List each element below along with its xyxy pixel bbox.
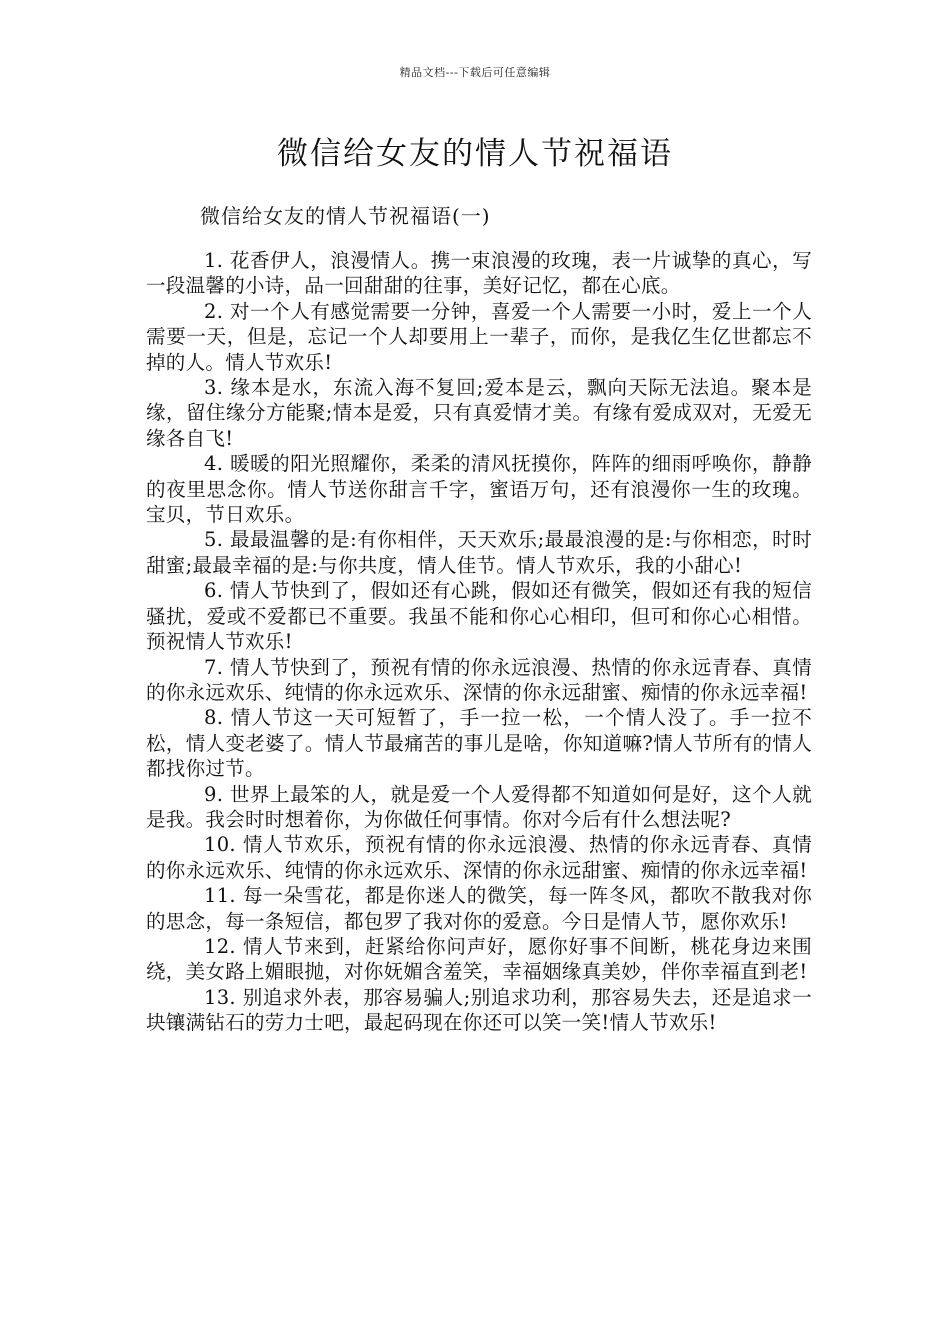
paragraph-8: 8. 情人节这一天可短暂了，手一拉一松，一个情人没了。手一拉不松，情人变老婆了。情人节最痛苦的事儿是啥，你知道嘛?情人节所有的情人都找你过节。 — [146, 706, 812, 781]
paragraph-7: 7. 情人节快到了，预祝有情的你永远浪漫、热情的你永远青春、真情的你永远欢乐、纯情的你永远欢乐、深情的你永远甜蜜、痴情的你永远幸福! — [146, 655, 812, 704]
page-header: 精品文档---下载后可任意编辑 — [399, 66, 551, 79]
paragraph-10: 10. 情人节欢乐，预祝有情的你永远浪漫、热情的你永远青春、真情的你永远欢乐、纯情的你永远欢乐、深情的你永远甜蜜、痴情的你永远幸福! — [146, 833, 812, 882]
paragraph-12: 12. 情人节来到，赶紧给你问声好，愿你好事不间断，桃花身边来围绕，美女路上媚眼抛，对你妩媚含羞笑，幸福姻缘真美妙，伴你幸福直到老! — [146, 934, 812, 984]
paragraph-2: 2. 对一个人有感觉需要一分钟，喜爱一个人需要一小时，爱上一个人需要一天，但是，忘记一个人却要用上一辈子，而你，是我亿生亿世都忘不掉的人。情人节欢乐! — [146, 299, 812, 374]
document-body — [146, 248, 812, 1036]
paragraph-5: 5. 最最温馨的是:有你相伴，天天欢乐;最最浪漫的是:与你相恋，时时甜蜜;最最幸福的是:与你共度，情人佳节。情人节欢乐，我的小甜心! — [146, 528, 812, 577]
document-title: 微信给女友的情人节祝福语 — [277, 136, 673, 172]
paragraph-1: 1. 花香伊人，浪漫情人。携一束浪漫的玫瑰，表一片诚挚的真心，写一段温馨的小诗，品一回甜甜的往事，美好记忆，都在心底。 — [146, 249, 812, 298]
paragraph-3: 3. 缘本是水，东流入海不复回;爱本是云，飘向天际无法追。聚本是缘，留住缘分方能聚;情本是爱，只有真爱情才美。有缘有爱成双对，无爱无缘各自飞! — [146, 376, 812, 450]
paragraph-13: 13. 别追求外表，那容易骗人;别追求功利，那容易失去，还是追求一块镶满钻石的劳力士吧，最起码现在你还可以笑一笑!情人节欢乐! — [146, 985, 812, 1035]
paragraph-6: 6. 情人节快到了，假如还有心跳，假如还有微笑，假如还有我的短信骚扰，爱或不爱都已不重要。我虽不能和你心心相印，但可和你心心相惜。预祝情人节欢乐! — [146, 579, 812, 654]
paragraph-11: 11. 每一朵雪花，都是你迷人的微笑，每一阵冬风，都吹不散我对你的思念，每一条短信，都包罗了我对你的爱意。今日是情人节，愿你欢乐! — [146, 884, 812, 933]
paragraph-9: 9. 世界上最笨的人，就是爱一个人爱得都不知道如何是好，这个人就是我。我会时时想着你，为你做任何事情。你对今后有什么想法呢? — [146, 782, 812, 831]
paragraph-4: 4. 暖暖的阳光照耀你，柔柔的清风抚摸你，阵阵的细雨呼唤你，静静的夜里思念你。情人节送你甜言千字，蜜语万句，还有浪漫你一生的玫瑰。宝贝，节日欢乐。 — [146, 452, 812, 527]
section-subtitle: 微信给女友的情人节祝福语(一) — [200, 204, 491, 228]
